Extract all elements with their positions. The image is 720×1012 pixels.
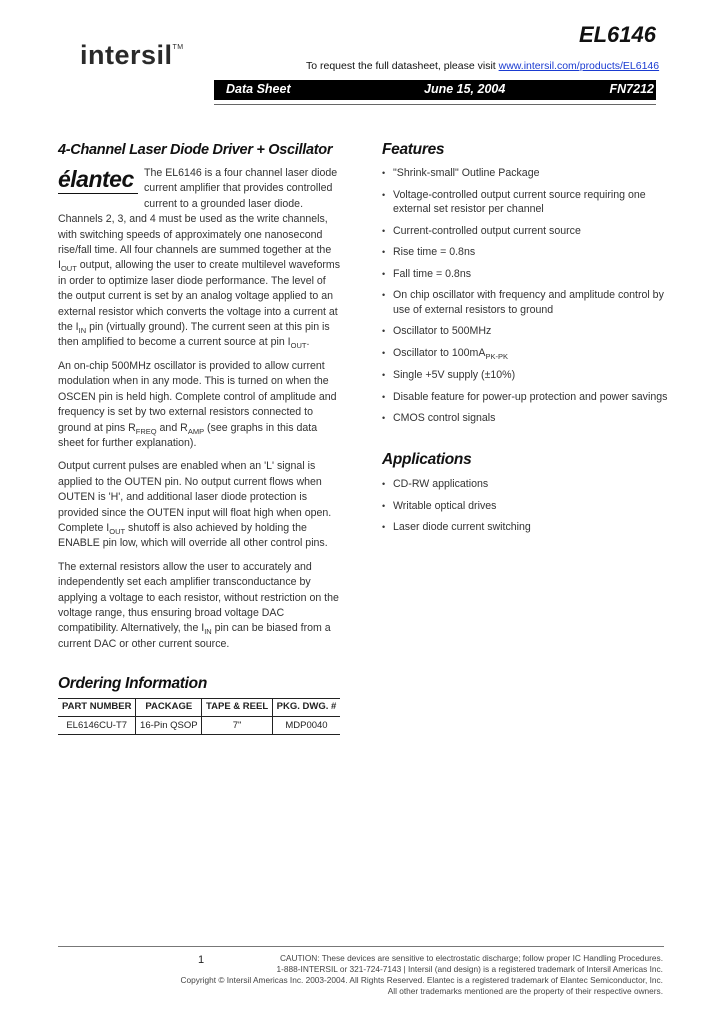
feature-item (382, 324, 674, 339)
column-header: PKG. DWG. # (272, 698, 340, 717)
text-run: Oscillator to 500MHz (393, 325, 492, 337)
request-text: To request the full datasheet, please visit (306, 60, 499, 72)
text-run: "Shrink-small" Outline Package (393, 167, 540, 179)
text-run: . (306, 336, 310, 349)
description-paragraph (58, 459, 340, 551)
subscript: OUT (109, 526, 126, 536)
feature-item (382, 245, 674, 260)
subscript: AMP (187, 426, 205, 436)
page-number: 1 (198, 954, 205, 966)
feature-item (382, 346, 674, 362)
table-row (58, 717, 340, 735)
column-header: PART NUMBER (61, 701, 132, 712)
application-item: • Writable optical drives (382, 499, 674, 514)
subscript: IN (204, 627, 212, 637)
doc-type: Data Sheet (226, 82, 291, 96)
table-header-row (58, 698, 340, 717)
footer-line: All other trademarks mentioned are the property of their respective owners. (387, 986, 663, 996)
application-item: • Laser diode current switching (382, 520, 674, 535)
feature-item (382, 224, 674, 239)
feature-item (382, 166, 674, 181)
table-cell: EL6146CU-T7 (58, 717, 136, 735)
text-run: Oscillator to 100mA (393, 346, 486, 359)
text-run: Output current pulses are enabled when an 'L' signal is applied to the OUTEN pin. No output current flows when OUTEN is 'H', and additional laser diode protection is provided since the OUTEN input will float high when open. Complete I (58, 460, 332, 534)
features-title: Features (382, 141, 445, 158)
text-run: An on-chip 500MHz oscillator is provided to allow current modulation when in any mode. This is turned on when the OSCEN pin is held high. Complete control of amplitude and frequency is set by two external resistors connected to ground at pins R (58, 359, 337, 434)
page-title: 4-Channel Laser Diode Driver + Oscillator (58, 142, 333, 158)
datasheet-bar (214, 80, 656, 100)
text-run: Disable feature for power-up protection and power savings (393, 390, 668, 403)
table-cell: 7" (202, 717, 273, 735)
elantec-logo: élantec (58, 166, 134, 192)
doc-date: June 15, 2004 (424, 82, 506, 96)
footer-line: CAUTION: These devices are sensitive to electrostatic discharge; follow proper IC Handling Procedures. (279, 953, 663, 963)
text-run: The external resistors allow the user to accurately and independently set each amplifier transconductance by applying a voltage to each resistor, without restriction on the voltage range, thus ensuring broad voltage DAC compatibility. Alternatively, the I (58, 560, 339, 635)
text-run: The EL6146 is a four channel laser diode current amplifier that provides controlled current to a grounded laser diode. Channels 2, 3, and 4 must be used as the write channels, with switching speeds of approximately one nanosecond rise/fall time. All four channels are summed together at the I (58, 167, 338, 272)
column-header: TAPE & REEL (202, 698, 273, 717)
text-run: (see graphs in this data sheet for further explanation). (58, 421, 318, 449)
footer-notice (181, 953, 664, 997)
text-run: Current-controlled output current source (393, 224, 581, 237)
ordering-title: Ordering Information (58, 675, 208, 692)
footer-line: Copyright © Intersil Americas Inc. 2003-2004. All Rights Reserved. Elantec is a registered trademark of Elantec Semiconductor, Inc. (180, 975, 663, 985)
subscript: PK-PK (485, 351, 508, 361)
feature-item (382, 267, 674, 282)
text-run: Fall time = 0.8ns (393, 267, 472, 280)
text-run: output, allowing the user to create multilevel waveforms in order to optimize laser diode performance. The level of the output current is set by an analog voltage applied to an external resistor which converts the voltage into a current at the I (58, 259, 341, 334)
table-cell: 16-Pin QSOP (136, 717, 202, 735)
text-run: Single +5V supply (±10%) (393, 369, 516, 381)
footer-line: 1-888-INTERSIL or 321-724-7143 | Intersil (and design) is a registered trademark of Intersil Americas Inc. (276, 964, 663, 974)
request-line (306, 60, 659, 72)
trademark-mark: TM (172, 44, 184, 51)
ordering-table (58, 698, 340, 735)
text-run: On chip oscillator with frequency and amplitude control by use of external resistors to ground (393, 289, 664, 316)
text-run: Voltage-controlled output current source requiring one external set resistor per channel (393, 188, 646, 215)
footer-rule (58, 946, 664, 947)
feature-item (382, 411, 674, 426)
application-item: • CD-RW applications (382, 477, 674, 492)
text-run: pin (virtually ground). The current seen at this pin is then amplified to become a current source at pin I (58, 321, 330, 349)
subscript: OUT (60, 264, 77, 274)
logo-text: intersil (80, 40, 173, 70)
text-run: Rise time = 0.8ns (393, 246, 476, 258)
feature-item (382, 368, 674, 383)
subscript: OUT (290, 341, 307, 351)
intersil-logo (80, 40, 184, 71)
part-number: EL6146 (578, 22, 656, 47)
text-run: CMOS control signals (393, 412, 496, 424)
subscript: FREQ (135, 426, 157, 436)
feature-item (382, 288, 674, 317)
table-cell: MDP0040 (272, 717, 340, 735)
description (58, 166, 340, 660)
features-list (382, 166, 674, 433)
doc-number: FN7212 (609, 82, 654, 96)
column-header: PACKAGE (136, 698, 202, 717)
header-rule (214, 104, 656, 105)
text-run: and R (156, 421, 188, 434)
applications-title: Applications (382, 451, 472, 468)
description-paragraph (58, 359, 340, 451)
table-body (58, 717, 340, 735)
feature-item (382, 390, 674, 405)
feature-item (382, 188, 674, 217)
applications-list (382, 477, 674, 542)
text-run: pin can be biased from a current DAC or other current source. (58, 622, 331, 650)
text-run: shutoff is also achieved by holding the ENABLE pin low, which will override all other control pins. (58, 521, 328, 550)
description-paragraph (58, 560, 340, 652)
logo-float-space (58, 166, 144, 212)
datasheet-link[interactable]: www.intersil.com/products/EL6146 (498, 60, 660, 72)
subscript: IN (78, 326, 87, 336)
description-paragraphs (58, 166, 340, 652)
